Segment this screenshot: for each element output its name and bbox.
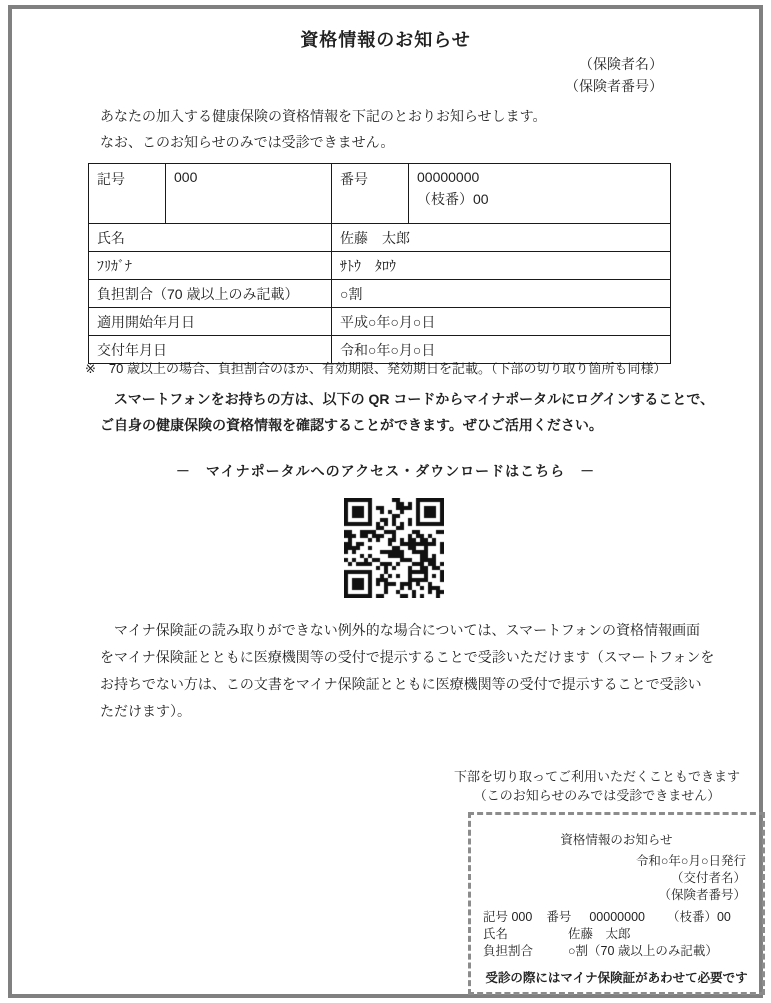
table-row — [89, 308, 671, 336]
cutout-name-label: 氏名 — [483, 927, 509, 941]
smartphone-notice — [100, 386, 714, 438]
insurer-number-label: （保険者番号） — [565, 78, 663, 94]
insurer-name-label: （保険者名） — [579, 56, 663, 72]
intro-line-2: なお、このお知らせのみでは受診できません。 — [100, 134, 395, 150]
burden-label-cell: 負担割合（70 歳以上のみ記載） — [89, 280, 332, 308]
start-date-label-cell: 適用開始年月日 — [89, 308, 332, 336]
cutout-name-row — [483, 926, 753, 943]
cutout-issue-date: 令和○年○月○日発行 — [635, 854, 746, 868]
cutout-footer-notice: 受診の際にはマイナ保険証があわせて必要です — [485, 971, 748, 985]
cutout-burden-value: ○割（70 歳以上のみ記載） — [568, 944, 718, 958]
cutout-instruction-line-2: （このお知らせのみでは受診できません） — [473, 788, 721, 803]
exception-line-2: をマイナ保険証とともに医療機関等の受付で提示することで受診いただけます（スマートフォンを — [100, 649, 715, 665]
exception-line-4: ただけます）。 — [100, 703, 191, 719]
issue-date-label-cell: 交付年月日 — [89, 336, 332, 364]
furigana-value-cell: ｻﾄｳ ﾀﾛｳ — [332, 252, 671, 280]
table-row — [89, 224, 671, 252]
table-row — [89, 164, 671, 224]
number-label-cell: 番号 — [332, 164, 409, 224]
intro-line-1: あなたの加入する健康保険の資格情報を下記のとおりお知らせします。 — [100, 108, 547, 124]
cutout-data-rows — [483, 909, 753, 960]
smartphone-notice-line-2: ご自身の健康保険の資格情報を確認することができます。ぜひご活用ください。 — [100, 417, 603, 433]
asterisk-note: ※ 70 歳以上の場合、負担割合のほか、有効期限、発効期日を記載。（下部の切り取り箇所も同様） — [85, 361, 667, 376]
issue-date-value-cell: 令和○年○月○日 — [332, 336, 671, 364]
cutout-burden-row — [483, 943, 753, 960]
cutout-issuer-block — [636, 853, 746, 904]
cutout-issuer-label: （交付者名） — [670, 871, 746, 885]
cutout-number-label: 番号 — [546, 910, 572, 924]
cutout-number-value: 00000000 — [589, 910, 645, 924]
name-value-cell: 佐藤 太郎 — [332, 224, 671, 252]
exception-paragraph — [100, 617, 714, 725]
cutout-branch-value: （枝番）00 — [666, 910, 731, 924]
intro-text — [100, 103, 546, 155]
cutout-slip — [468, 812, 765, 995]
furigana-label-cell: ﾌﾘｶﾞﾅ — [89, 252, 332, 280]
symbol-label-cell: 記号 — [89, 164, 166, 224]
cutout-burden-label: 負担割合 — [483, 944, 534, 958]
page-title: 資格情報のお知らせ — [300, 30, 471, 50]
insurer-labels — [565, 53, 663, 97]
branch-number-value: （枝番）00 — [417, 191, 489, 207]
cutout-instruction — [430, 767, 764, 805]
cutout-title: 資格情報のお知らせ — [560, 833, 673, 847]
name-label-cell: 氏名 — [89, 224, 332, 252]
burden-value-cell: ○割 — [332, 280, 671, 308]
cutout-symbol-row — [483, 909, 753, 926]
exception-line-1: マイナ保険証の読み取りができない例外的な場合については、スマートフォンの資格情報画面 — [100, 622, 701, 638]
table-row — [89, 252, 671, 280]
qr-code — [344, 498, 444, 598]
cutout-instruction-line-1: 下部を切り取ってご利用いただくこともできます — [453, 769, 740, 784]
notice-document — [8, 5, 763, 998]
exception-line-3: お持ちでない方は、この文書をマイナ保険証とともに医療機関等の受付で提示することで受診い — [100, 676, 702, 692]
portal-access-heading: － マイナポータルへのアクセス・ダウンロードはこちら － — [175, 463, 596, 479]
qualification-table — [88, 163, 671, 364]
number-value-cell — [409, 164, 671, 224]
cutout-insurer-number-label: （保険者番号） — [658, 888, 746, 902]
cutout-symbol-label: 記号 000 — [483, 910, 533, 924]
qr-code-container — [344, 498, 444, 598]
cutout-name-value: 佐藤 太郎 — [568, 927, 631, 941]
number-value: 00000000 — [417, 169, 480, 185]
symbol-value-cell: 000 — [166, 164, 332, 224]
start-date-value-cell: 平成○年○月○日 — [332, 308, 671, 336]
smartphone-notice-line-1: スマートフォンをお持ちの方は、以下の QR コードからマイナポータルにログインすることで、 — [114, 391, 715, 407]
table-row — [89, 280, 671, 308]
